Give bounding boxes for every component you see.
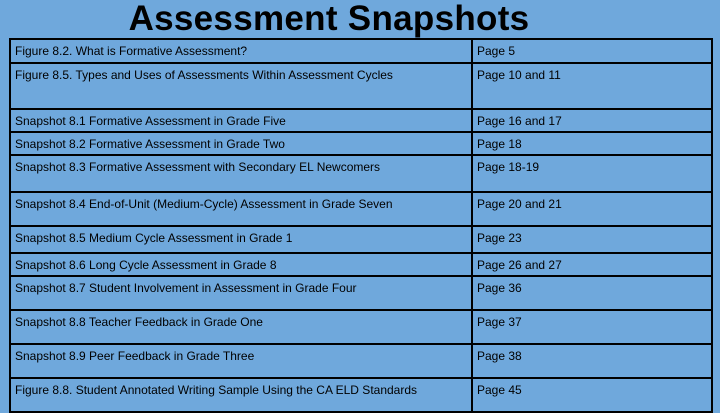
table-row	[10, 378, 712, 412]
table-row	[10, 109, 712, 132]
page-title: Assessment Snapshots	[128, 0, 530, 38]
table-row	[10, 192, 712, 226]
page-reference: Page 45	[472, 378, 712, 412]
item-title: Snapshot 8.5 Medium Cycle Assessment in Grade 1	[10, 226, 472, 253]
table-row	[10, 132, 712, 155]
page-reference: Page 20 and 21	[472, 192, 712, 226]
page-reference: Page 16 and 17	[472, 109, 712, 132]
page-reference: Page 37	[472, 310, 712, 344]
item-title: Snapshot 8.3 Formative Assessment with Secondary EL Newcomers	[10, 155, 472, 192]
table-row	[10, 253, 712, 276]
item-title: Snapshot 8.9 Peer Feedback in Grade Three	[10, 344, 472, 378]
page-reference: Page 18-19	[472, 155, 712, 192]
page-reference: Page 38	[472, 344, 712, 378]
table-row	[10, 310, 712, 344]
item-title: Snapshot 8.1 Formative Assessment in Grade Five	[10, 109, 472, 132]
page-reference: Page 10 and 11	[472, 63, 712, 109]
page-reference: Page 36	[472, 276, 712, 310]
table-row	[10, 39, 712, 63]
table-row	[10, 226, 712, 253]
page-reference: Page 23	[472, 226, 712, 253]
table-row	[10, 63, 712, 109]
snapshot-table	[9, 38, 713, 413]
page-reference: Page 18	[472, 132, 712, 155]
table-row	[10, 155, 712, 192]
table-row	[10, 344, 712, 378]
table-row	[10, 276, 712, 310]
item-title: Snapshot 8.6 Long Cycle Assessment in Grade 8	[10, 253, 472, 276]
item-title: Snapshot 8.4 End-of-Unit (Medium-Cycle) Assessment in Grade Seven	[10, 192, 472, 226]
item-title: Snapshot 8.2 Formative Assessment in Grade Two	[10, 132, 472, 155]
item-title: Figure 8.2. What is Formative Assessment?	[10, 39, 472, 63]
item-title: Figure 8.5. Types and Uses of Assessments Within Assessment Cycles	[10, 63, 472, 109]
item-title: Figure 8.8. Student Annotated Writing Sample Using the CA ELD Standards	[10, 378, 472, 412]
page-reference: Page 5	[472, 39, 712, 63]
page-reference: Page 26 and 27	[472, 253, 712, 276]
item-title: Snapshot 8.8 Teacher Feedback in Grade One	[10, 310, 472, 344]
item-title: Snapshot 8.7 Student Involvement in Assessment in Grade Four	[10, 276, 472, 310]
